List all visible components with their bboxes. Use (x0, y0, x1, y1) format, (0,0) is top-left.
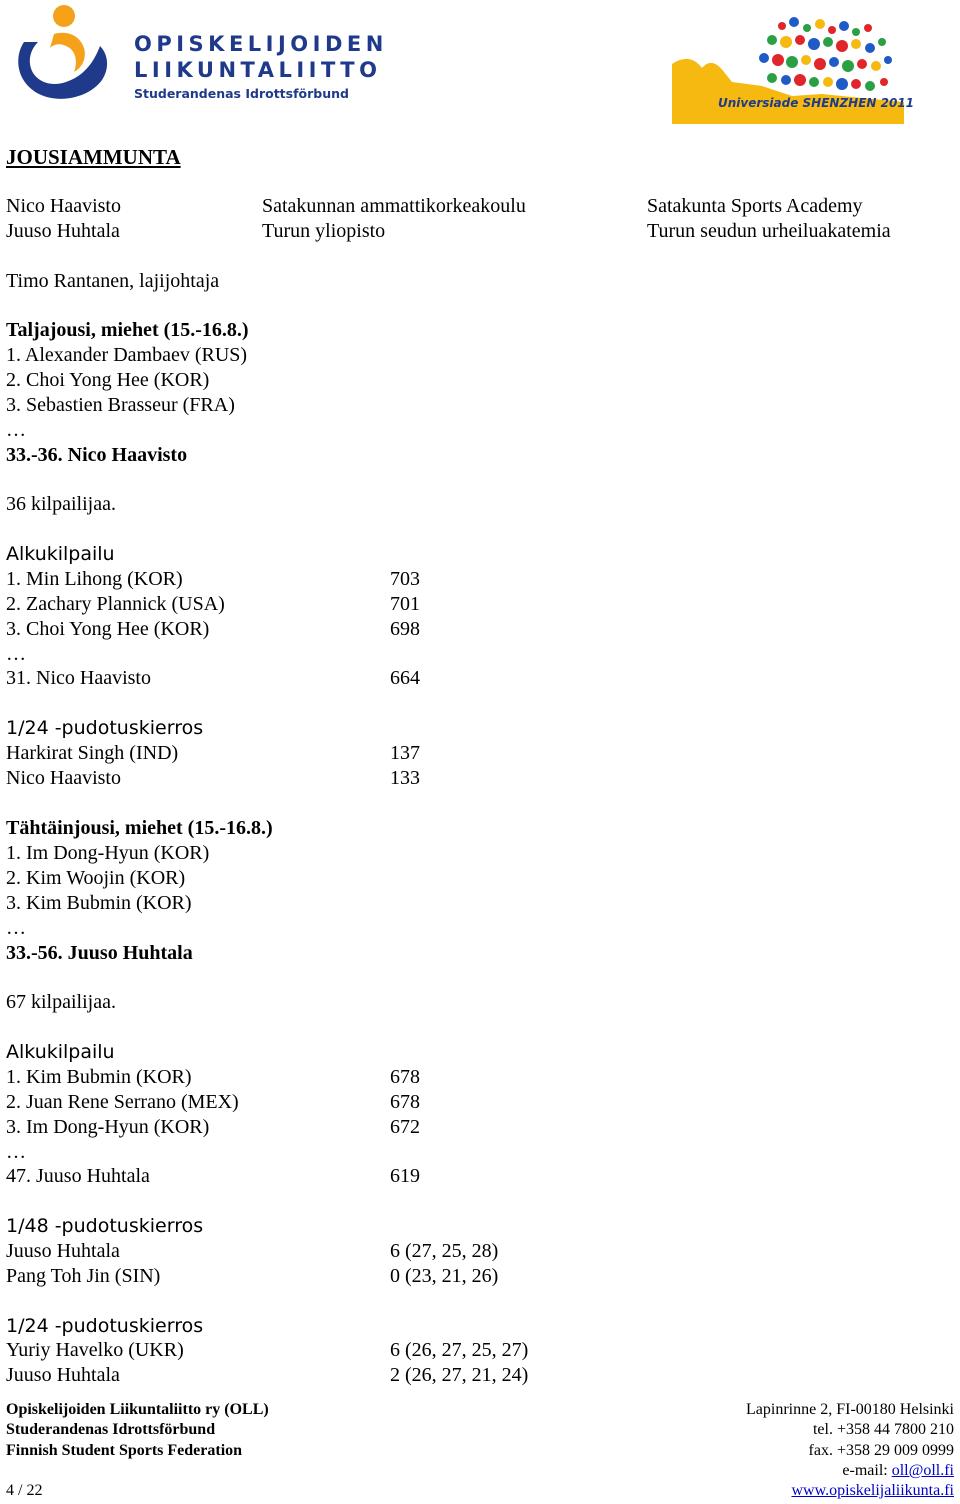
participants: 36 kilpailijaa. (6, 493, 116, 515)
footer-tel: tel. +358 44 7800 210 (812, 1421, 954, 1438)
elim-score: 2 (26, 27, 21, 24) (390, 1364, 529, 1386)
participants: 67 kilpailijaa. (6, 991, 116, 1013)
elim-score: 6 (27, 25, 28) (390, 1240, 499, 1262)
qual-name: 3. Im Dong-Hyun (KOR) (6, 1116, 210, 1138)
qual-score: 678 (390, 1066, 420, 1088)
section-heading: Tähtäinjousi, miehet (15.-16.8.) (6, 817, 273, 839)
qualification-label: Alkukilpailu (6, 543, 115, 565)
oll-logo (4, 2, 388, 106)
result-line: … (6, 917, 26, 939)
result-line: … (6, 419, 26, 441)
elim-name: Nico Haavisto (6, 767, 121, 789)
logo-line1: OPISKELIJOIDEN (134, 32, 388, 56)
logo-line2: LIIKUNTALIITTO (134, 58, 382, 82)
result-line: 3. Sebastien Brasseur (FRA) (6, 394, 235, 416)
athlete-academy: Turun seudun urheiluakatemia (647, 220, 891, 242)
page-number: 4 / 22 (6, 1482, 43, 1499)
oll-emblem-icon (4, 2, 114, 106)
result-line: 1. Alexander Dambaev (RUS) (6, 344, 248, 366)
qual-score: 701 (390, 593, 420, 615)
qual-name: … (6, 1141, 26, 1163)
footer-org: Studerandenas Idrottsförbund (6, 1421, 216, 1438)
qual-name: … (6, 643, 26, 665)
logo-line3: Studerandenas Idrottsförbund (134, 86, 349, 101)
elim-score: 133 (390, 767, 420, 789)
own-result: 33.-56. Juuso Huhtala (6, 942, 193, 964)
qual-name: 47. Juuso Huhtala (6, 1165, 150, 1187)
qualification-label: Alkukilpailu (6, 1041, 115, 1063)
result-line: 2. Kim Woojin (KOR) (6, 867, 186, 889)
footer-fax: fax. +358 29 009 0999 (808, 1442, 954, 1459)
elim-score: 137 (390, 742, 420, 764)
elim-name: Juuso Huhtala (6, 1240, 120, 1262)
website-link[interactable]: www.opiskelijaliikunta.fi (791, 1482, 954, 1499)
result-line: 2. Choi Yong Hee (KOR) (6, 369, 210, 391)
qual-score: 678 (390, 1091, 420, 1113)
athlete-academy: Satakunta Sports Academy (647, 195, 863, 217)
qual-name: 2. Zachary Plannick (USA) (6, 593, 225, 615)
qual-score: 672 (390, 1116, 420, 1138)
elim-name: Pang Toh Jin (SIN) (6, 1265, 161, 1287)
elim-score: 0 (23, 21, 26) (390, 1265, 499, 1287)
section-heading: Taljajousi, miehet (15.-16.8.) (6, 319, 249, 341)
elimination-label: 1/24 -pudotuskierros (6, 717, 204, 739)
result-line: 1. Im Dong-Hyun (KOR) (6, 842, 210, 864)
qual-score: 703 (390, 568, 420, 590)
elim-name: Harkirat Singh (IND) (6, 742, 179, 764)
email-label: e-mail: (842, 1462, 892, 1479)
footer-org: Opiskelijoiden Liikuntaliitto ry (OLL) (6, 1401, 269, 1418)
athlete-name: Nico Haavisto (6, 195, 121, 217)
qual-name: 1. Min Lihong (KOR) (6, 568, 183, 590)
qual-name: 2. Juan Rene Serrano (MEX) (6, 1091, 239, 1113)
result-line: 3. Kim Bubmin (KOR) (6, 892, 192, 914)
email-link[interactable]: oll@oll.fi (891, 1462, 954, 1479)
athlete-school: Turun yliopisto (262, 220, 386, 242)
footer-email-line (842, 1461, 954, 1482)
qual-score: 619 (390, 1165, 420, 1187)
qual-score: 664 (390, 667, 420, 689)
footer-address: Lapinrinne 2, FI-00180 Helsinki (746, 1401, 954, 1418)
universiade-text: Universiade SHENZHEN 2011 (718, 96, 915, 110)
elim-name: Juuso Huhtala (6, 1364, 120, 1386)
elimination-label: 1/24 -pudotuskierros (6, 1315, 204, 1337)
elim-name: Yuriy Havelko (UKR) (6, 1339, 184, 1361)
team-leader: Timo Rantanen, lajijohtaja (6, 270, 220, 292)
qual-name: 31. Nico Haavisto (6, 667, 151, 689)
qual-name: 1. Kim Bubmin (KOR) (6, 1066, 192, 1088)
athlete-name: Juuso Huhtala (6, 220, 120, 242)
own-result: 33.-36. Nico Haavisto (6, 444, 188, 466)
athlete-school: Satakunnan ammattikorkeakoulu (262, 195, 526, 217)
elimination-label: 1/48 -pudotuskierros (6, 1215, 204, 1237)
qual-name: 3. Choi Yong Hee (KOR) (6, 618, 210, 640)
page-title: JOUSIAMMUNTA (6, 145, 181, 169)
universiade-logo (672, 16, 915, 124)
elim-score: 6 (26, 27, 25, 27) (390, 1339, 529, 1361)
qual-score: 698 (390, 618, 420, 640)
footer-org: Finnish Student Sports Federation (6, 1442, 243, 1459)
